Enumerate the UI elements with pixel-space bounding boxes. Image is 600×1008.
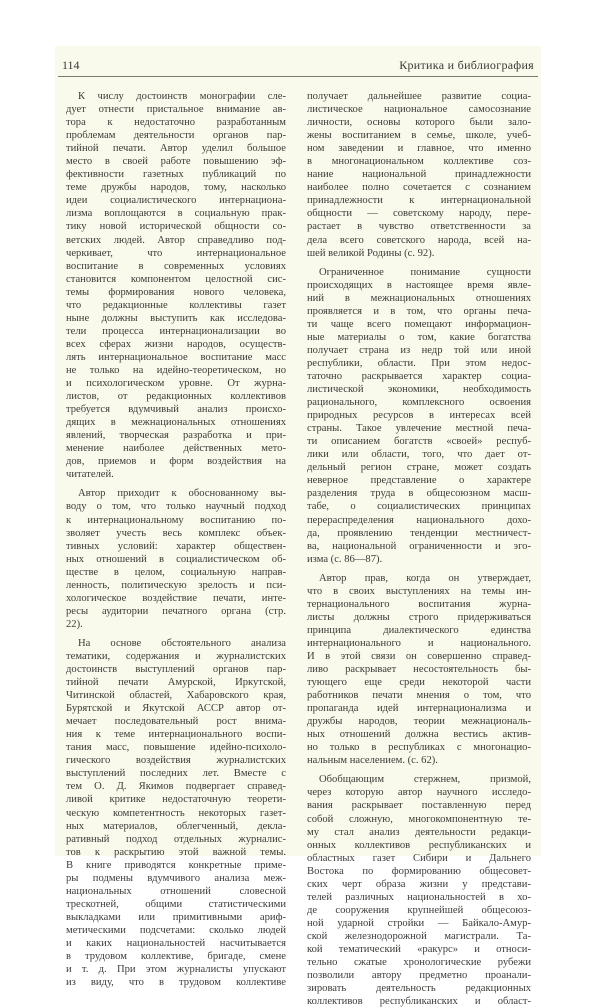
text-line: изма (с. 86—87). (307, 553, 383, 565)
paragraph (66, 637, 286, 989)
text-line: проявляется и в том, что органы печа- (307, 305, 531, 317)
text-line: ти описанием богатств «своей» респуб- (307, 436, 531, 448)
text-line: менение наиболее действенных мето- (66, 443, 286, 455)
text-line: трескотней, общими статистическими (66, 898, 286, 910)
text-line: листической экономики, необходимость (307, 384, 531, 396)
text-line: ветских людей. Автор справедливо под- (66, 234, 286, 246)
text-line: лизма воплощаются в социальную прак- (66, 208, 286, 220)
text-line: И в этой связи он совершенно справед- (307, 650, 531, 662)
text-line: тивных условий: характер обществен- (66, 540, 286, 552)
text-line: Автор приходит к обоснованному вы- (78, 488, 286, 500)
text-line: тем О. Д. Якимов подвергает справед- (66, 781, 286, 793)
text-line: не только на идейно-теоретическом, но (66, 364, 286, 376)
text-line: работников печати мнения о том, что (307, 690, 531, 702)
text-line: ческую компетентность некоторых газет- (66, 807, 286, 819)
text-line: ныне должны выступить как исследова- (66, 312, 286, 324)
paragraph (66, 90, 286, 481)
text-line: темы формирования нового человека, (66, 286, 286, 298)
text-line: В книге приводятся конкретные приме- (66, 859, 286, 871)
text-line: тематики, содержания и журналистских (66, 650, 286, 662)
text-line: достоинств выступлений органов пар- (66, 664, 286, 676)
text-line: происходящих в настоящее время явле- (307, 279, 531, 291)
text-line: тора к недостаточно разработанным (66, 117, 286, 129)
text-line: место в своей работе повышению эф- (66, 156, 286, 168)
text-line: На основе обстоятельного анализа (78, 637, 286, 649)
text-line: тернационального воспитания журна- (307, 598, 531, 610)
paragraph (307, 266, 531, 566)
text-line: хологическое воздействие печати, инте- (66, 592, 286, 604)
text-line: воду о том, что только научный подход (66, 501, 286, 513)
text-line: теме дружбы народов, тому, насколько (66, 182, 286, 194)
left-column (66, 90, 286, 989)
text-line: ленность, политическую зрелость и пси- (66, 579, 286, 591)
text-line: дельный регион стране, может создать (307, 462, 531, 474)
text-line: коллективов республиканских и област- (307, 996, 531, 1008)
text-line: нальным населением. (с. 62). (307, 755, 438, 767)
text-line: ративный подход отдельных журналис- (66, 833, 286, 845)
text-line: принадлежности к интернациональной (307, 195, 531, 207)
text-line: зволяет учесть весь комплекс объек- (66, 527, 286, 539)
text-line: му стал анализ деятельности редакци- (307, 826, 531, 838)
text-line: идеи социалистического интернациона- (66, 195, 286, 207)
text-line: зировать деятельность редакционных (307, 983, 531, 995)
page-header (58, 54, 538, 77)
text-line: республики, области. При этом недос- (307, 357, 531, 369)
text-line: дящих в межнациональных отношениях (66, 417, 286, 429)
text-line: растает в чувство ответственности за (307, 221, 531, 233)
paragraph (307, 90, 531, 260)
right-column (307, 90, 531, 1008)
text-line: Востока по формированию общесовет- (307, 865, 531, 877)
text-line: интернационального и национального. (307, 637, 531, 649)
text-line: воспитание в современных условиях (66, 260, 286, 272)
text-line: и каких национальностей насчитывается (66, 938, 286, 949)
text-line: неверное представление о характере (307, 475, 531, 487)
text-line: лики или области, того, что дает от- (307, 449, 531, 461)
text-line: получает страна из недр той или иной (307, 344, 531, 356)
text-line: областных газет Сибири и Дальнего (307, 852, 531, 864)
text-line: выкладками или примитивными ариф- (66, 911, 286, 923)
text-line: дов, приемов и форм воздействия на (66, 456, 286, 468)
text-line: ти чаще всего помещают информацион- (307, 318, 531, 330)
text-line: Бурятской и Якутской АССР автор от- (66, 703, 286, 715)
text-line: ния к теме интернационального воспи- (66, 729, 286, 741)
text-line: что в своих выступлениях на темы ин- (307, 585, 531, 597)
text-line: де сооружения крупнейшей общесоюз- (307, 904, 531, 916)
text-line: метическими подсчетами: сколько людей (66, 924, 286, 936)
text-line: ва, национальной ограниченности и эго- (307, 540, 531, 552)
text-line: и психологическом уровне. От журна- (66, 378, 286, 390)
text-line: но только в республиках с многонацио- (307, 742, 531, 754)
text-line: тели процесса интернационализации во (66, 325, 286, 337)
text-line: собой сложную, многокомпонентную те- (307, 813, 531, 825)
text-line: дела всего советского народа, всей на- (307, 234, 531, 246)
text-line: природных ресурсов в интересах всей (307, 410, 531, 422)
text-line: страны. Такое увлечение местной печа- (307, 423, 531, 435)
text-line: мечает последовательный рост внима- (66, 716, 286, 728)
text-line: Автор прав, когда он утверждает, (319, 572, 531, 584)
text-line: ры подмены вдумчивого анализа меж- (66, 872, 286, 884)
text-line: требуется вдумчивый анализ происхо- (66, 404, 286, 416)
text-line: вания раскрывает поставленную перед (307, 800, 531, 812)
text-line: национальных отношений словесной (66, 885, 286, 897)
text-line: личности, основы которого были зало- (307, 117, 531, 129)
text-line: тельно сжатые хронологические рубежи (307, 957, 531, 969)
text-line: дует отнести пристальное внимание ав- (66, 104, 286, 116)
text-line: ные материалы о том, какие богатства (307, 331, 531, 343)
text-line: что редакционные коллективы газет (66, 299, 286, 311)
text-line: ливой критике недостаточную теорети- (66, 794, 286, 806)
text-line: явлений, творческая разработка и при- (66, 430, 286, 442)
text-line: нание национальной принадлежности (307, 169, 531, 181)
journal-page (55, 46, 541, 1008)
text-line: разделения труда в общесоюзном масш- (307, 488, 531, 500)
text-line: лять интернациональное воспитание масс (66, 351, 286, 363)
text-line: рационального, комплексного освоения (307, 397, 531, 409)
text-line: тийной печати Амурской, Иркутской, (66, 677, 286, 689)
text-line: ных отношений в социалистическом об- (66, 553, 286, 565)
text-line: листы должны строго придерживаться (307, 611, 531, 623)
text-line: ных отношений должна вестись актив- (307, 729, 531, 741)
text-line: позволили автору предметно проанали- (307, 970, 531, 982)
text-line: пропаганда идей интернационализма и (307, 703, 531, 715)
text-line: фективности газетных публикаций по (66, 169, 286, 181)
running-head: Критика и библиография (399, 58, 534, 72)
text-line: черкивает, что интернациональное (66, 247, 286, 259)
text-line: шей великой Родины (с. 92). (307, 247, 435, 259)
text-line: К числу достоинств монографии сле- (78, 91, 286, 102)
text-line: и т. д. При этом журналисты упускают (66, 964, 286, 976)
text-line: дружбы народов, теории межнациональ- (307, 716, 531, 728)
text-line: принципа диалектического единства (307, 624, 531, 636)
text-line: выступлений последних лет. Вместе с (66, 768, 286, 780)
text-line: ской железнодорожной магистрали. Та- (307, 930, 531, 942)
text-line: проблемам деятельности органов пар- (66, 130, 286, 142)
text-line: всех сферах жизни народов, осуществ- (66, 338, 286, 350)
text-line: листическое национальное самосознание (307, 104, 531, 116)
paragraph (307, 773, 531, 1008)
text-line: Ограниченное понимание сущности (319, 266, 531, 278)
text-line: табе, о социалистических принципах (307, 501, 531, 513)
text-line: ществе в целом, социальную направ- (66, 566, 286, 578)
text-line: онных коллективов республиканских и (307, 839, 531, 851)
text-line: перераспределения национального дохо- (307, 514, 531, 526)
text-line: тов к раскрытию этой важной темы. (66, 846, 286, 858)
text-line: ном заведении и главное, что именно (307, 143, 531, 155)
text-line: ний в межнациональных отношениях (307, 292, 531, 304)
text-line: через которую автор научного исследо- (307, 787, 531, 799)
paragraph (66, 487, 286, 631)
text-line: 22). (66, 618, 83, 630)
text-line: да, проявлению тенденции местничест- (307, 527, 531, 539)
text-line: тику новой исторической общности со- (66, 221, 286, 233)
text-line: общности — советскому народу, пере- (307, 208, 531, 220)
text-line: листов, от редакционных коллективов (66, 391, 286, 403)
text-line: жены воспитанием в семье, школе, учеб- (307, 130, 531, 142)
text-line: Обобщающим стержнем, призмой, (319, 774, 531, 786)
text-line: ной ударной стройки — Байкало-Амур- (307, 917, 531, 929)
paragraph (307, 572, 531, 768)
text-line: тания масс, повышение идейно-психоло- (66, 742, 286, 754)
text-line: гического воздействия журналистских (66, 755, 286, 767)
text-line: ресы аудитории печатного органа (стр. (66, 605, 286, 617)
text-line: читателей. (66, 469, 114, 481)
text-line: тийной печати. Автор уделил большое (66, 143, 286, 155)
text-line: становится компонентом целостной сис- (66, 273, 286, 285)
text-line: ских черт образа жизни у представи- (307, 878, 531, 890)
text-line: ных материалов, облегченный, декла- (66, 820, 286, 832)
text-line: в трудовом коллективе, бригаде, смене (66, 951, 286, 963)
text-line: наиболее полно сочетается с сознанием (307, 182, 531, 194)
text-line: телей различных национальностей в хо- (307, 891, 531, 903)
text-line: тующего еще среди некоторой части (307, 677, 531, 689)
text-line: кой тематический «ракурс» и относи- (307, 944, 531, 955)
text-line: таточно раскрывается характер социа- (307, 370, 531, 382)
text-line: из виду, что в трудовом коллективе (66, 977, 286, 989)
page-number: 114 (62, 58, 80, 72)
text-line: в многонациональном коллективе соз- (307, 156, 531, 168)
text-line: получает дальнейшее развитие социа- (307, 91, 531, 102)
text-line: ливо раскрывает несостоятельность бы- (307, 664, 531, 676)
text-line: Читинской областей, Хабаровского края, (66, 690, 286, 702)
text-line: к интернациональному воспитанию по- (66, 514, 286, 526)
